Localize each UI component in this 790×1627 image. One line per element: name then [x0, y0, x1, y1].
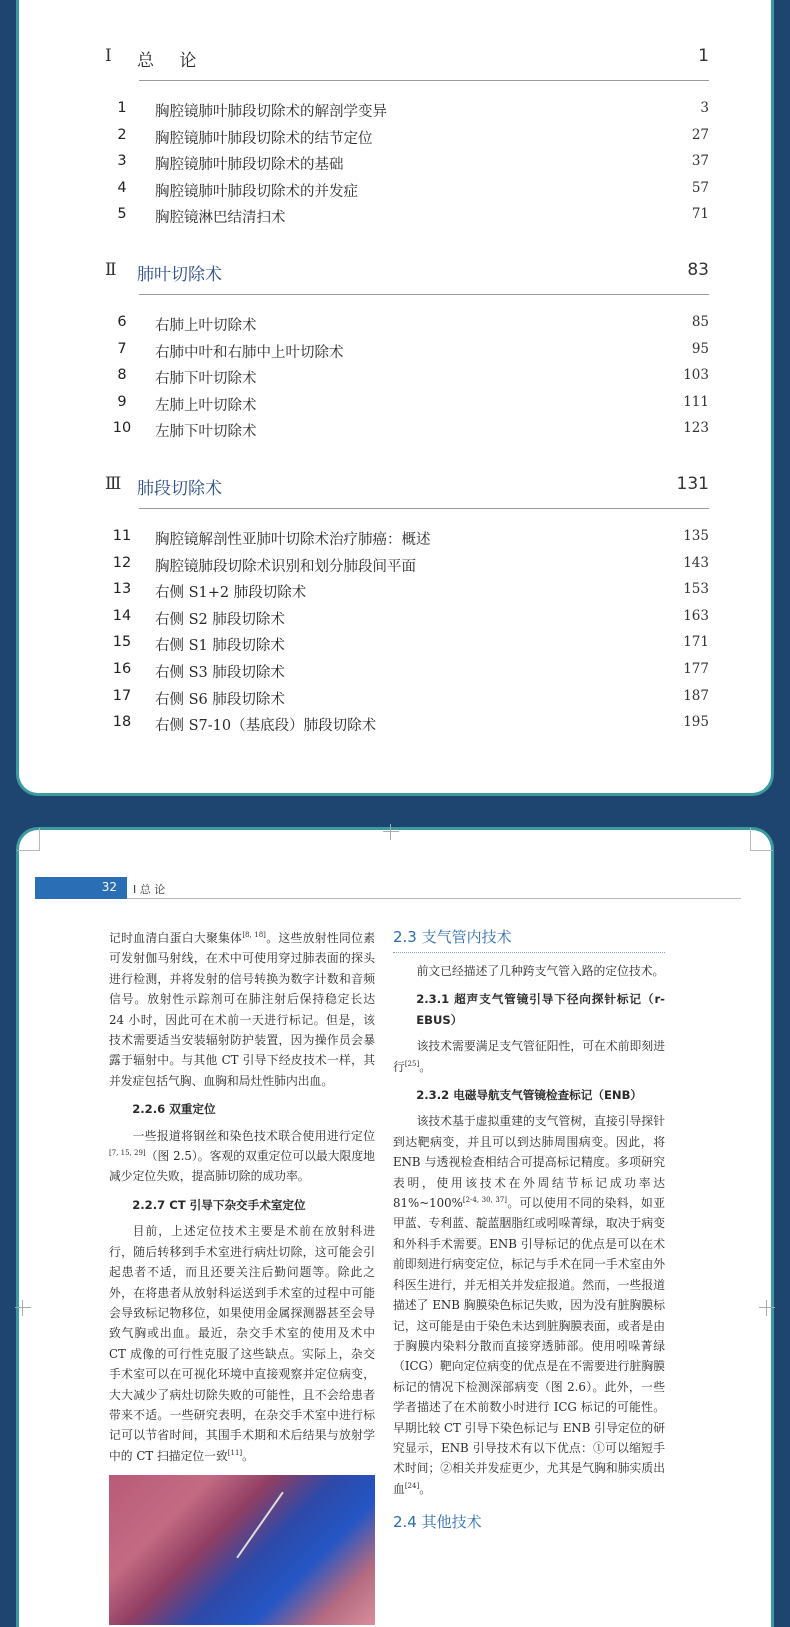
chapter-title: 右侧 S3 肺段切除术 — [155, 665, 285, 681]
toc-entry[interactable] — [105, 581, 709, 603]
toc-part-heading[interactable] — [105, 260, 709, 290]
chapter-page-number: 3 — [700, 100, 709, 116]
subheading-2-2-7: 2.2.7 CT 引导下杂交手术室定位 — [132, 1197, 306, 1212]
citation: [25] — [404, 1059, 420, 1068]
chapter-number: 15 — [112, 634, 132, 651]
chapter-number: 6 — [117, 314, 127, 330]
chapter-title: 右侧 S6 肺段切除术 — [155, 691, 285, 708]
toc-entry[interactable] — [105, 528, 709, 550]
marker-needle — [236, 1492, 284, 1559]
chapter-page-number: 143 — [683, 554, 709, 571]
part-title: 肺段切除术 — [137, 479, 222, 499]
toc-entry[interactable] — [105, 608, 709, 630]
toc-entry[interactable] — [105, 341, 709, 363]
toc-entry[interactable] — [105, 555, 709, 577]
part-page-number: 1 — [698, 46, 709, 66]
chapter-title: 右肺中叶和右肺中上叶切除术 — [155, 344, 344, 361]
chapter-number: 16 — [112, 661, 132, 677]
crop-mark-top-right — [750, 828, 773, 851]
left-column — [109, 928, 375, 1466]
paragraph: 目前，上述定位技术主要是术前在放射科进行，随后转移到手术室进行病灶切除，这可能会引起患者不适，而且还要关注后勤问题等。除此之外，在将患者从放射科运送到手术室的过程中可能会导致标记物移位，如果使用金属探测器甚至会导致气胸或出血。最近，杂交手术室的使用及术中 CT 成像的可行性克服了这些缺点。实际上，杂交手术室可以在可视化环境中直接观察并定位病变，大大减少了病灶切除失败的可能性，且不会给患者带来不适。一些研究表明，在杂交手术室中进行标记可以节省时间，其围手术期和术后结果与放射学中的 CT 扫描定位一致[11]。 — [109, 1224, 375, 1463]
chapter-title: 右侧 S2 肺段切除术 — [155, 611, 285, 628]
chapter-number: 7 — [117, 340, 127, 357]
toc-entry[interactable] — [105, 314, 709, 336]
chapter-number: 12 — [112, 554, 132, 571]
chapter-number: 11 — [112, 528, 132, 544]
running-head: Ⅰ 总 论 — [133, 883, 166, 896]
subheading-2-3-1: 2.3.1 超声支气管镜引导下径向探针标记（r-EBUS） — [416, 992, 665, 1027]
citation: [11] — [227, 1448, 243, 1457]
citation: [24] — [404, 1481, 420, 1490]
toc-entry[interactable] — [105, 180, 709, 202]
citation: [2-4, 30, 37] — [462, 1196, 508, 1205]
part-title: 肺叶切除术 — [137, 265, 222, 285]
chapter-number: 9 — [117, 393, 127, 410]
chapter-page-number: 95 — [691, 340, 709, 357]
toc-entry[interactable] — [105, 127, 709, 149]
chapter-title: 右侧 S7-10（基底段）肺段切除术 — [155, 718, 377, 735]
chapter-title: 右肺下叶切除术 — [155, 371, 257, 388]
section-heading-2-4: 2.4 其他技术 — [393, 1513, 482, 1532]
chapter-page-number: 135 — [683, 528, 709, 544]
chapter-title: 胸腔镜解剖性亚肺叶切除术治疗肺癌：概述 — [155, 532, 431, 548]
subheading-2-3-2: 2.3.2 电磁导航支气管镜检查标记（ENB） — [416, 1088, 643, 1103]
chapter-page-number: 71 — [691, 206, 709, 223]
chapter-title: 左肺下叶切除术 — [155, 424, 257, 441]
chapter-title: 胸腔镜肺叶肺段切除术的基础 — [155, 157, 344, 174]
toc-card — [16, 0, 774, 796]
crop-mark-top-left — [17, 828, 40, 851]
toc-entry[interactable] — [105, 661, 709, 683]
paragraph: 前文已经描述了几种跨支气管入路的定位技术。 — [416, 964, 665, 978]
header-rule — [127, 898, 741, 899]
toc-part-rule — [139, 294, 709, 295]
toc-part-rule — [139, 80, 709, 81]
citation: [8, 18] — [242, 931, 266, 940]
book-page-card — [16, 827, 774, 1627]
chapter-number: 2 — [117, 126, 127, 143]
chapter-title: 胸腔镜肺叶肺段切除术的解剖学变异 — [155, 104, 387, 120]
chapter-page-number: 187 — [683, 687, 709, 704]
chapter-number: 5 — [117, 206, 127, 223]
chapter-title: 胸腔镜肺叶肺段切除术的结节定位 — [155, 130, 373, 147]
toc-part-rule — [139, 508, 709, 509]
page-number-band — [35, 877, 127, 899]
toc-part-heading[interactable] — [105, 46, 709, 76]
chapter-page-number: 111 — [683, 393, 709, 410]
toc-entry[interactable] — [105, 100, 709, 122]
page-number: 32 — [101, 880, 117, 894]
toc-entry[interactable] — [105, 367, 709, 389]
section-divider — [393, 952, 665, 953]
section-heading-2-3: 2.3 支气管内技术 — [393, 928, 512, 946]
registration-mark-top — [383, 824, 399, 840]
chapter-number: 13 — [112, 581, 132, 598]
chapter-number: 14 — [112, 607, 132, 624]
chapter-number: 8 — [117, 367, 127, 384]
chapter-page-number: 123 — [683, 420, 709, 437]
chapter-page-number: 171 — [683, 634, 709, 651]
toc-part-heading[interactable] — [105, 474, 709, 504]
chapter-title: 右肺上叶切除术 — [155, 318, 257, 334]
chapter-title: 胸腔镜肺段切除术识别和划分肺段间平面 — [155, 558, 416, 575]
paragraph: 该技术需要满足支气管征阳性，可在术前即刻进行[25]。 — [393, 1039, 665, 1074]
right-column — [393, 926, 665, 1533]
chapter-page-number: 27 — [691, 126, 709, 143]
chapter-page-number: 85 — [691, 314, 709, 330]
chapter-title: 胸腔镜淋巴结清扫术 — [155, 210, 286, 227]
chapter-page-number: 195 — [683, 714, 709, 731]
chapter-page-number: 177 — [683, 661, 709, 677]
chapter-title: 左肺上叶切除术 — [155, 397, 257, 414]
part-page-number: 83 — [687, 260, 709, 280]
chapter-number: 10 — [112, 420, 132, 437]
toc-entry[interactable] — [105, 153, 709, 175]
chapter-title: 右侧 S1+2 肺段切除术 — [155, 585, 307, 602]
toc-entry[interactable] — [105, 420, 709, 442]
chapter-number: 3 — [117, 153, 127, 170]
toc-entry[interactable] — [105, 394, 709, 416]
chapter-number: 1 — [117, 100, 127, 116]
toc-entry[interactable] — [105, 714, 709, 736]
citation: [7, 15, 29] — [109, 1149, 146, 1158]
chapter-number: 17 — [112, 687, 132, 704]
part-numeral: Ⅱ — [105, 260, 117, 280]
paragraph: 记时血清白蛋白大聚集体[8, 18]。这些放射性同位素可发射伽马射线，在术中可使用穿过肺表面的探头进行检测，并将发射的信号转换为数字计数和音频信号。放射性示踪剂可在肺注射后保持稳定长达 24 小时，因此可在术前一天进行标记。但是，该技术需要适当安装辐射防护装置，因为操作员会暴露于辐射中。与其他 CT 引导下经皮技术一样，其并发症包括气胸、血胸和局灶性肺内出血。 — [109, 931, 375, 1088]
chapter-page-number: 163 — [683, 607, 709, 624]
chapter-page-number: 103 — [683, 367, 709, 384]
chapter-title: 右侧 S1 肺段切除术 — [155, 638, 285, 655]
part-numeral: Ⅰ — [105, 46, 112, 66]
part-title: 总 论 — [137, 51, 207, 71]
part-page-number: 131 — [676, 474, 709, 494]
chapter-page-number: 57 — [691, 179, 709, 196]
toc-entry[interactable] — [105, 634, 709, 656]
chapter-number: 4 — [117, 179, 127, 196]
subheading-2-2-6: 2.2.6 双重定位 — [132, 1102, 216, 1117]
chapter-page-number: 153 — [683, 581, 709, 598]
toc-entry[interactable] — [105, 206, 709, 228]
chapter-page-number: 37 — [691, 153, 709, 170]
surgical-photo — [109, 1475, 375, 1625]
chapter-number: 18 — [112, 714, 132, 731]
toc-entry[interactable] — [105, 688, 709, 710]
paragraph: 一些报道将钢丝和染色技术联合使用进行定位[7, 15, 29]（图 2.5）。客观的双重定位可以最大限度地减少定位失败，提高肺切除的成功率。 — [109, 1128, 375, 1184]
chapter-title: 胸腔镜肺叶肺段切除术的并发症 — [155, 183, 358, 200]
registration-mark-right — [759, 1300, 775, 1316]
part-numeral: Ⅲ — [105, 474, 122, 494]
registration-mark-left — [15, 1300, 31, 1316]
paragraph: 该技术基于虚拟重建的支气管树，直接引导探针到达靶病变，并且可以到达肺周围病变。因此，将 ENB 与透视检查相结合可提高标记精度。多项研究表明，使用该技术在外周结节标记成功率达 81%~100%[2-4, 30, 37]。可以使用不同的染料，如亚甲蓝、专利蓝、靛蓝胭脂红或吲哚菁绿，取决于病变和外科手术需要。ENB 引导标记的优点是可以在术前即刻进行病变定位，标记与手术在同一手术室由外科医生进行，并无相关并发症报道。然而，一些报道描述了 ENB 胸膜染色标记失败，因为没有脏胸膜标记，这可能是由于染色未达到脏胸膜表面，或者是由于胸膜内染料分散而直接穿透肺部。使用吲哚菁绿（ICG）靶向定位病变的优点是在不需要进行脏胸膜标记的情况下检测深部病变（图 2.6）。此外，一些学者描述了在术前数小时进行 ICG 标记的可能性。早期比较 CT 引导下染色标记与 ENB 引导定位的研究显示，ENB 引导技术有以下优点：①可以缩短手术时间；②相关并发症更少，尤其是气胸和肺实质出血[24]。 — [393, 1114, 665, 1496]
